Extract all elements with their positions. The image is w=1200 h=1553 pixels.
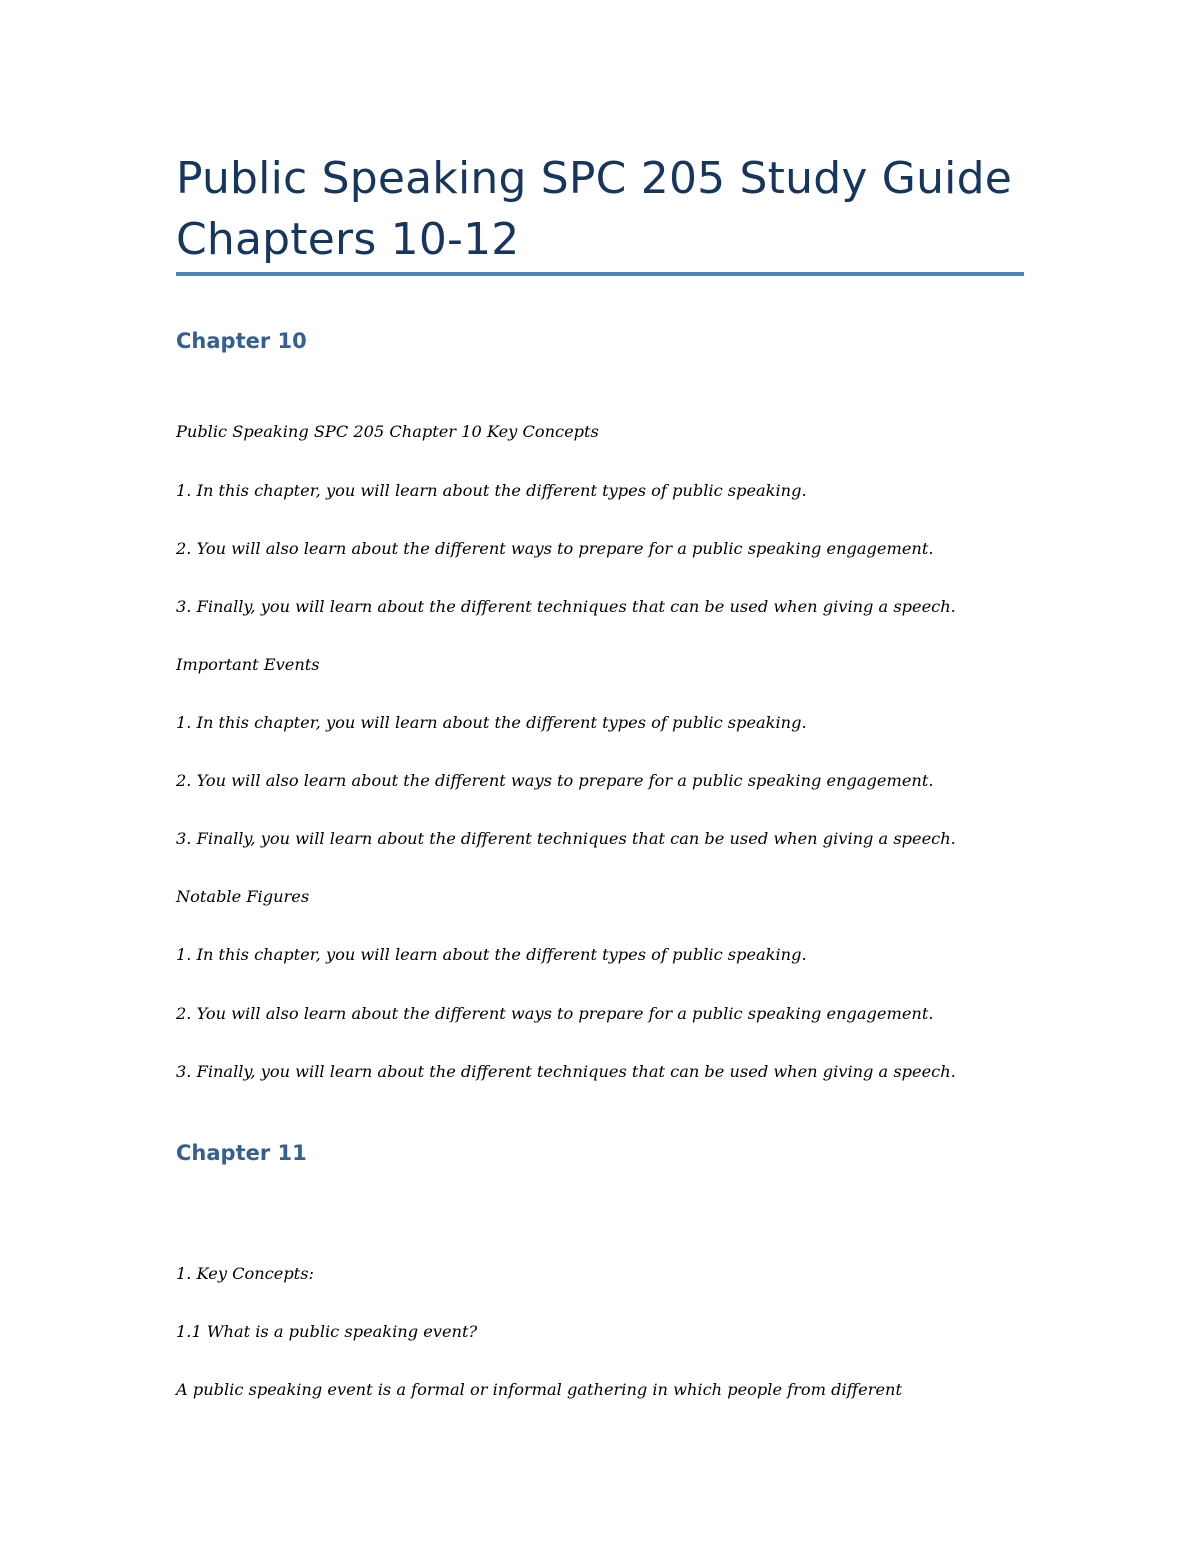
important-event-item: 2. You will also learn about the different ways to prepare for a public speaking engagement. <box>176 771 934 790</box>
notable-figure-item: 2. You will also learn about the different ways to prepare for a public speaking engagement. <box>176 1004 934 1023</box>
chapter-10-key-concepts-label: Public Speaking SPC 205 Chapter 10 Key Concepts <box>176 422 599 441</box>
title-line-1: Public Speaking SPC 205 Study Guide <box>176 153 1012 204</box>
notable-figure-item: 3. Finally, you will learn about the different techniques that can be used when giving a speech. <box>176 1062 956 1081</box>
notable-figure-item: 1. In this chapter, you will learn about the different types of public speaking. <box>176 945 807 964</box>
important-event-item: 1. In this chapter, you will learn about the different types of public speaking. <box>176 713 807 732</box>
important-events-label: Important Events <box>176 655 320 674</box>
key-concept-item: 3. Finally, you will learn about the different techniques that can be used when giving a speech. <box>176 597 956 616</box>
chapter-11-answer: A public speaking event is a formal or informal gathering in which people from different <box>176 1380 902 1399</box>
key-concept-item: 1. In this chapter, you will learn about the different types of public speaking. <box>176 481 807 500</box>
document-title <box>176 148 1024 270</box>
title-underline <box>176 272 1024 276</box>
key-concept-item: 2. You will also learn about the different ways to prepare for a public speaking engagement. <box>176 539 934 558</box>
notable-figures-label: Notable Figures <box>176 887 310 906</box>
title-line-2: Chapters 10-12 <box>176 214 520 265</box>
chapter-11-key-concepts-label: 1. Key Concepts: <box>176 1264 314 1283</box>
important-event-item: 3. Finally, you will learn about the different techniques that can be used when giving a speech. <box>176 829 956 848</box>
chapter-11-question: 1.1 What is a public speaking event? <box>176 1322 478 1341</box>
chapter-10-heading: Chapter 10 <box>176 329 307 353</box>
chapter-11-heading: Chapter 11 <box>176 1141 307 1165</box>
